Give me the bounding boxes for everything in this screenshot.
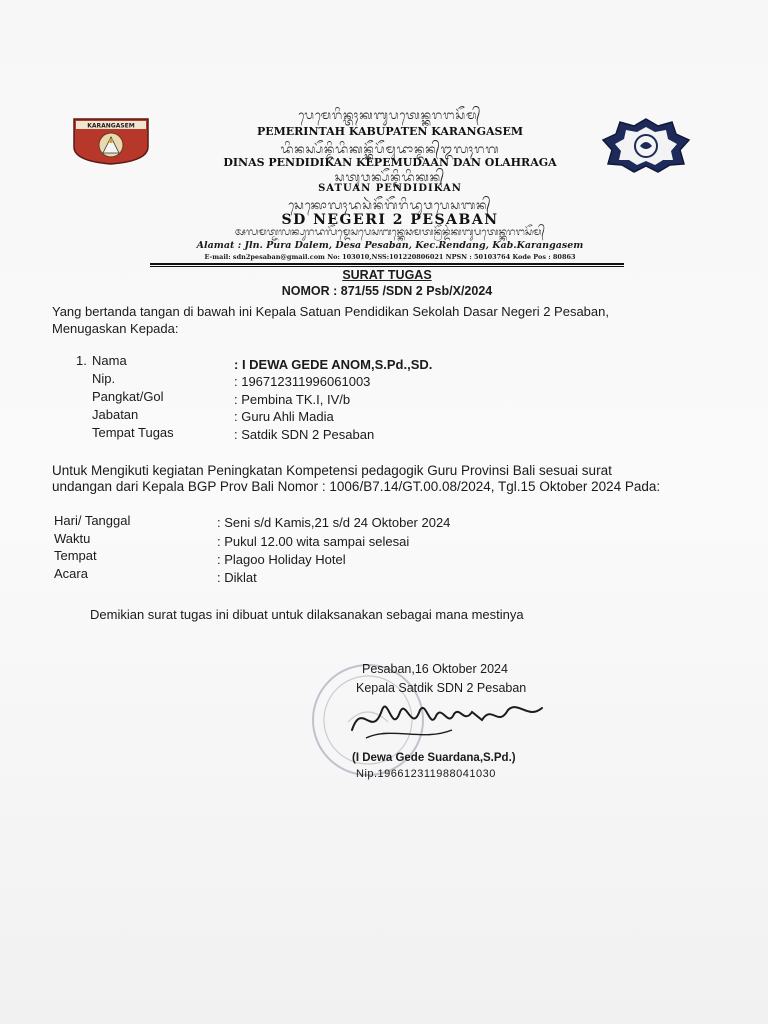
balinese-script-line: ᬲᬢᬸᬯᬦ᭄ᬧᭂᬦ᭄ᬤᬶᬤᬶᬓᬦ᭄ [334,170,446,184]
schedule-value: : Diklat [217,570,257,585]
balinese-script-line: ᬲᬾᬓᭀᬮᬄᬤᬲᬃᬦᭂᬕᭂᬭᬶᬤᬸᬯᬧᬾᬲᬩᬦ᭄ [288,198,492,212]
signature-place-date: Pesaban,16 Oktober 2024 [362,662,508,676]
emblem-label: KARANGASEM [87,122,135,130]
department-name: DINAS PENDIDIKAN KEPEMUDAAN DAN OLAHRAGA [223,156,557,169]
unit-name: SATUAN PENDIDIKAN [318,183,462,194]
field-value-position: : Guru Ahli Madia [234,409,334,424]
field-value-name: : I DEWA GEDE ANOM,S.Pd.,SD. [234,357,433,372]
school-address: Alamat : Jln. Pura Dalem, Desa Pesaban, Kec.Rendang, Kab.Karangasem [196,240,584,251]
field-label: Pangkat/Gol [92,389,164,404]
field-value-workplace: : Satdik SDN 2 Pesaban [234,427,375,442]
school-contact: E-mail: sdn2pesaban@gmail.com No: 103010,NSS:101220806021 NPSN : 50103764 Kode Pos : 80863 [204,253,576,261]
balinese-script-line: ᬧᬾᬫᬾᬭᬶᬦ᭄ᬢᬄᬓᬩᬸᬧᬢᬾᬦ᭄ᬓᬭᬗᬲᭂᬫ᭄ [298,108,482,122]
field-value-nip: : 196712311996061003 [234,374,371,389]
government-name: PEMERINTAH KABUPATEN KARANGASEM [256,125,524,138]
intro-paragraph: Yang bertanda tangan di bawah ini Kepala Satuan Pendidikan Sekolah Dasar Negeri 2 Pesaban, Menugaskan Kepada: [52,304,609,336]
balinese-script-line: ᬅᬮᬫᬢ᭄ᬚᬮᬦ᭄ᬧᬸᬭᬤᬮᭂᬫ᭄ᬤᬾᬲᬧᬾᬲᬩᬦ᭄ᬓᬾᬘᬫᬢᬦ᭄ᬭᭂᬦ᭄ᬤᬂᬓᬩᬸᬧᬢᬾᬦ᭄ᬓᬭᬗᬲᭂᬫ᭄ [235,227,545,238]
field-label: Nama [92,353,127,368]
letterhead-divider [150,263,624,265]
handwritten-signature-icon [332,690,562,750]
signer-nip: Nip.196612311988041030 [356,768,496,780]
purpose-paragraph: Untuk Mengikuti kegiatan Peningkatan Kompetensi pedagogik Guru Provinsi Bali sesuai surat undangan dari Kepala BGP Prov Bali Nomor : 1006/B7.14/GT.00.08/2024, Tgl.15 Oktober 2024 Pada: [52,463,661,494]
schedule-label: Waktu [54,531,91,546]
field-label: Nip. [92,371,116,386]
letter-number: NOMOR : 871/55 /SDN 2 Psb/X/2024 [281,284,493,298]
field-label: Jabatan [92,407,139,422]
schedule-value: : Seni s/d Kamis,21 s/d 24 Oktober 2024 [217,515,451,530]
field-label: Tempat Tugas [92,425,174,440]
letterhead-divider [150,266,624,267]
schedule-label: Hari/ Tanggal [54,513,131,528]
list-number: 1. [76,353,87,368]
karangasem-emblem-icon [72,117,150,165]
balinese-script-line: ᬤᬶᬦᬲ᭄ᬧᭂᬦ᭄ᬤᬶᬤᬶᬓᬦ᭄ᬓᭂᬧᭂᬫᬸᬤᬵᬦ᭄ᬤᬦ᭄ᬑᬮᬄᬭᬕ [280,142,500,156]
field-value-rank: : Pembina TK.I, IV/b [234,392,351,407]
signer-name: (I Dewa Gede Suardana,S.Pd.) [352,752,516,764]
schedule-value: : Plagoo Holiday Hotel [217,552,346,567]
letter-title: SURAT TUGAS [342,268,432,282]
school-name: SD NEGERI 2 PESABAN [281,212,499,228]
schedule-label: Tempat [54,548,97,563]
schedule-value: : Pukul 12.00 wita sampai selesai [217,534,410,549]
closing-sentence: Demikian surat tugas ini dibuat untuk dilaksanakan sebagai mana mestinya [90,607,524,622]
schedule-label: Acara [54,566,88,581]
signature-position: Kepala Satdik SDN 2 Pesaban [356,681,527,695]
